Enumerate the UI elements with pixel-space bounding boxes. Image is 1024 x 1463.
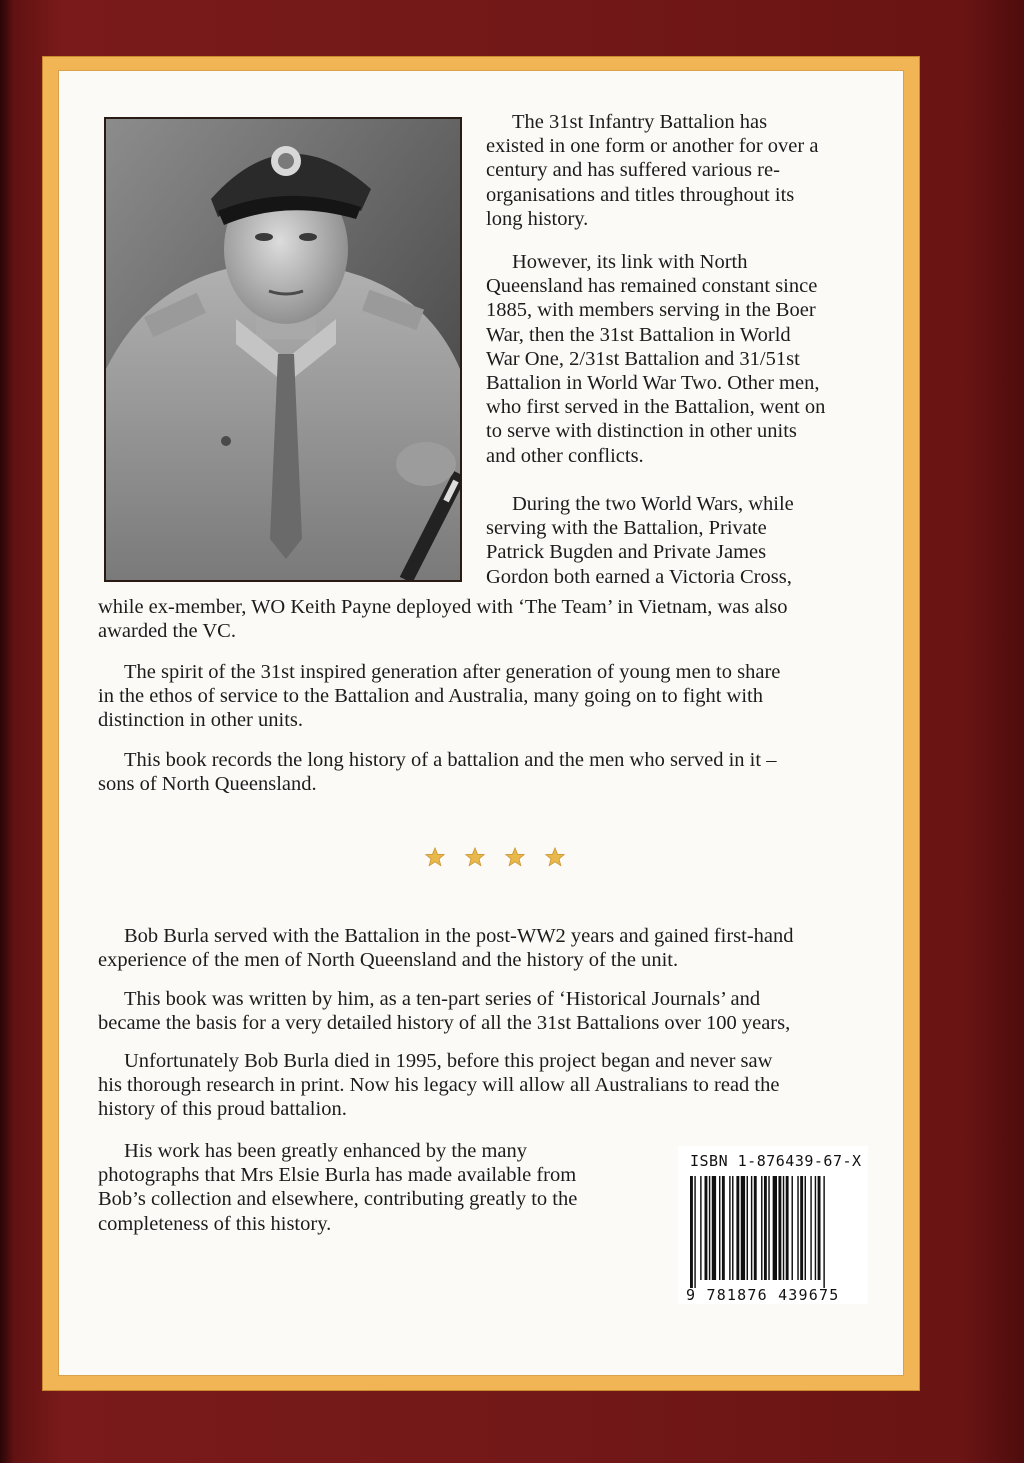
barcode-bar — [722, 1176, 725, 1280]
paragraph-north-queensland — [486, 250, 860, 468]
barcode-bar — [741, 1176, 745, 1280]
isbn-label: ISBN 1-876439-67-X — [690, 1152, 862, 1170]
barcode-bar — [709, 1176, 710, 1280]
barcode-bar — [786, 1176, 789, 1280]
text-line: Bob’s collection and elsewhere, contributing greatly to the — [98, 1188, 578, 1211]
paragraph-legacy — [98, 1049, 862, 1122]
paragraph-book-records — [98, 748, 862, 796]
star-icon — [544, 846, 566, 868]
star-divider — [424, 846, 574, 872]
text-line: his thorough research in print. Now his legacy will allow all Australians to read the — [98, 1074, 780, 1097]
text-line: in the ethos of service to the Battalion and Australia, many going on to fight with — [98, 685, 763, 708]
text-line: and other conflicts. — [486, 444, 644, 467]
star-icon — [464, 846, 486, 868]
text-line: Patrick Bugden and Private James — [486, 541, 767, 564]
text-line: War One, 2/31st Battalion and 31/51st — [486, 347, 800, 370]
barcode-bar — [761, 1176, 762, 1280]
text-line: awarded the VC. — [98, 620, 236, 643]
star-icon — [424, 846, 446, 868]
text-line: sons of North Queensland. — [98, 773, 317, 796]
spine-shadow — [0, 0, 14, 1463]
text-line: experience of the men of North Queensland and the history of the unit. — [98, 949, 679, 972]
barcode — [690, 1176, 868, 1288]
barcode-bar — [805, 1176, 806, 1280]
text-line: Queensland has remained constant since — [486, 275, 818, 298]
paragraph-spirit — [98, 660, 862, 733]
barcode-bar — [764, 1176, 767, 1280]
text-line: to serve with distinction in other units — [486, 420, 797, 443]
barcode-bar — [800, 1176, 803, 1280]
barcode-bar — [783, 1176, 784, 1280]
barcode-bar — [751, 1176, 752, 1280]
barcode-bar — [815, 1176, 816, 1280]
barcode-bar — [747, 1176, 748, 1280]
barcode-bar — [712, 1176, 716, 1280]
barcode-bar — [792, 1176, 793, 1280]
text-line: who first served in the Battalion, went on — [486, 396, 826, 419]
text-line: The 31st Infantry Battalion has — [512, 111, 768, 133]
barcode-bar — [773, 1176, 777, 1280]
text-line: Bob Burla served with the Battalion in the post-WW2 years and gained first-hand — [124, 925, 794, 947]
paragraph-world-wars — [486, 492, 860, 589]
text-line: Unfortunately Bob Burla died in 1995, before this project began and never saw — [124, 1050, 773, 1072]
text-line: existed in one form or another for over a — [486, 135, 819, 158]
text-line: serving with the Battalion, Private — [486, 517, 767, 540]
soldier-portrait-photo — [104, 117, 462, 582]
text-line: completeness of this history. — [98, 1212, 332, 1235]
barcode-bar — [700, 1176, 701, 1280]
text-line: However, its link with North — [512, 251, 748, 273]
barcode-bar — [810, 1176, 811, 1280]
text-line: This book was written by him, as a ten-part series of ‘Historical Journals’ and — [124, 988, 761, 1010]
text-line: His work has been greatly enhanced by the many — [124, 1140, 528, 1162]
barcode-bar — [736, 1176, 739, 1280]
paragraph-keith-payne — [98, 595, 862, 643]
text-line: history of this proud battalion. — [98, 1098, 347, 1121]
barcode-bar — [818, 1176, 821, 1280]
text-line: Gordon both earned a Victoria Cross, — [486, 565, 792, 588]
text-line: photographs that Mrs Elsie Burla has made available from — [98, 1164, 577, 1187]
text-line: This book records the long history of a battalion and the men who served in it – — [124, 749, 777, 771]
paragraph-history — [486, 110, 860, 231]
text-line: long history. — [486, 207, 589, 230]
text-line: century and has suffered various re- — [486, 159, 780, 182]
ean-digits: 9 781876 439675 — [686, 1286, 840, 1304]
barcode-bar — [754, 1176, 757, 1280]
paragraph-historical-journals — [98, 987, 862, 1035]
text-line: 1885, with members serving in the Boer — [486, 299, 816, 322]
barcode-bar — [719, 1176, 720, 1280]
text-line: The spirit of the 31st inspired generation after generation of young men to share — [124, 661, 781, 683]
barcode-bar — [778, 1176, 781, 1280]
paragraph-photographs — [98, 1139, 650, 1236]
barcode-bar — [797, 1176, 798, 1280]
text-line: During the two World Wars, while — [512, 493, 794, 515]
barcode-bar — [768, 1176, 769, 1280]
text-line: organisations and titles throughout its — [486, 183, 795, 206]
barcode-bar — [823, 1176, 824, 1288]
barcode-bar — [732, 1176, 733, 1280]
text-line: while ex-member, WO Keith Payne deployed with ‘The Team’ in Vietnam, was also — [98, 596, 788, 618]
text-line: distinction in other units. — [98, 709, 303, 732]
barcode-bar — [690, 1176, 693, 1288]
text-line: Battalion in World War Two. Other men, — [486, 372, 820, 395]
barcode-bar — [729, 1176, 730, 1280]
star-icon — [504, 846, 526, 868]
text-line: War, then the 31st Battalion in World — [486, 323, 791, 346]
paragraph-bob-burla-service — [98, 924, 862, 972]
text-line: became the basis for a very detailed history of all the 31st Battalions over 100 years, — [98, 1012, 791, 1035]
barcode-bar — [705, 1176, 708, 1280]
barcode-bar — [694, 1176, 695, 1288]
